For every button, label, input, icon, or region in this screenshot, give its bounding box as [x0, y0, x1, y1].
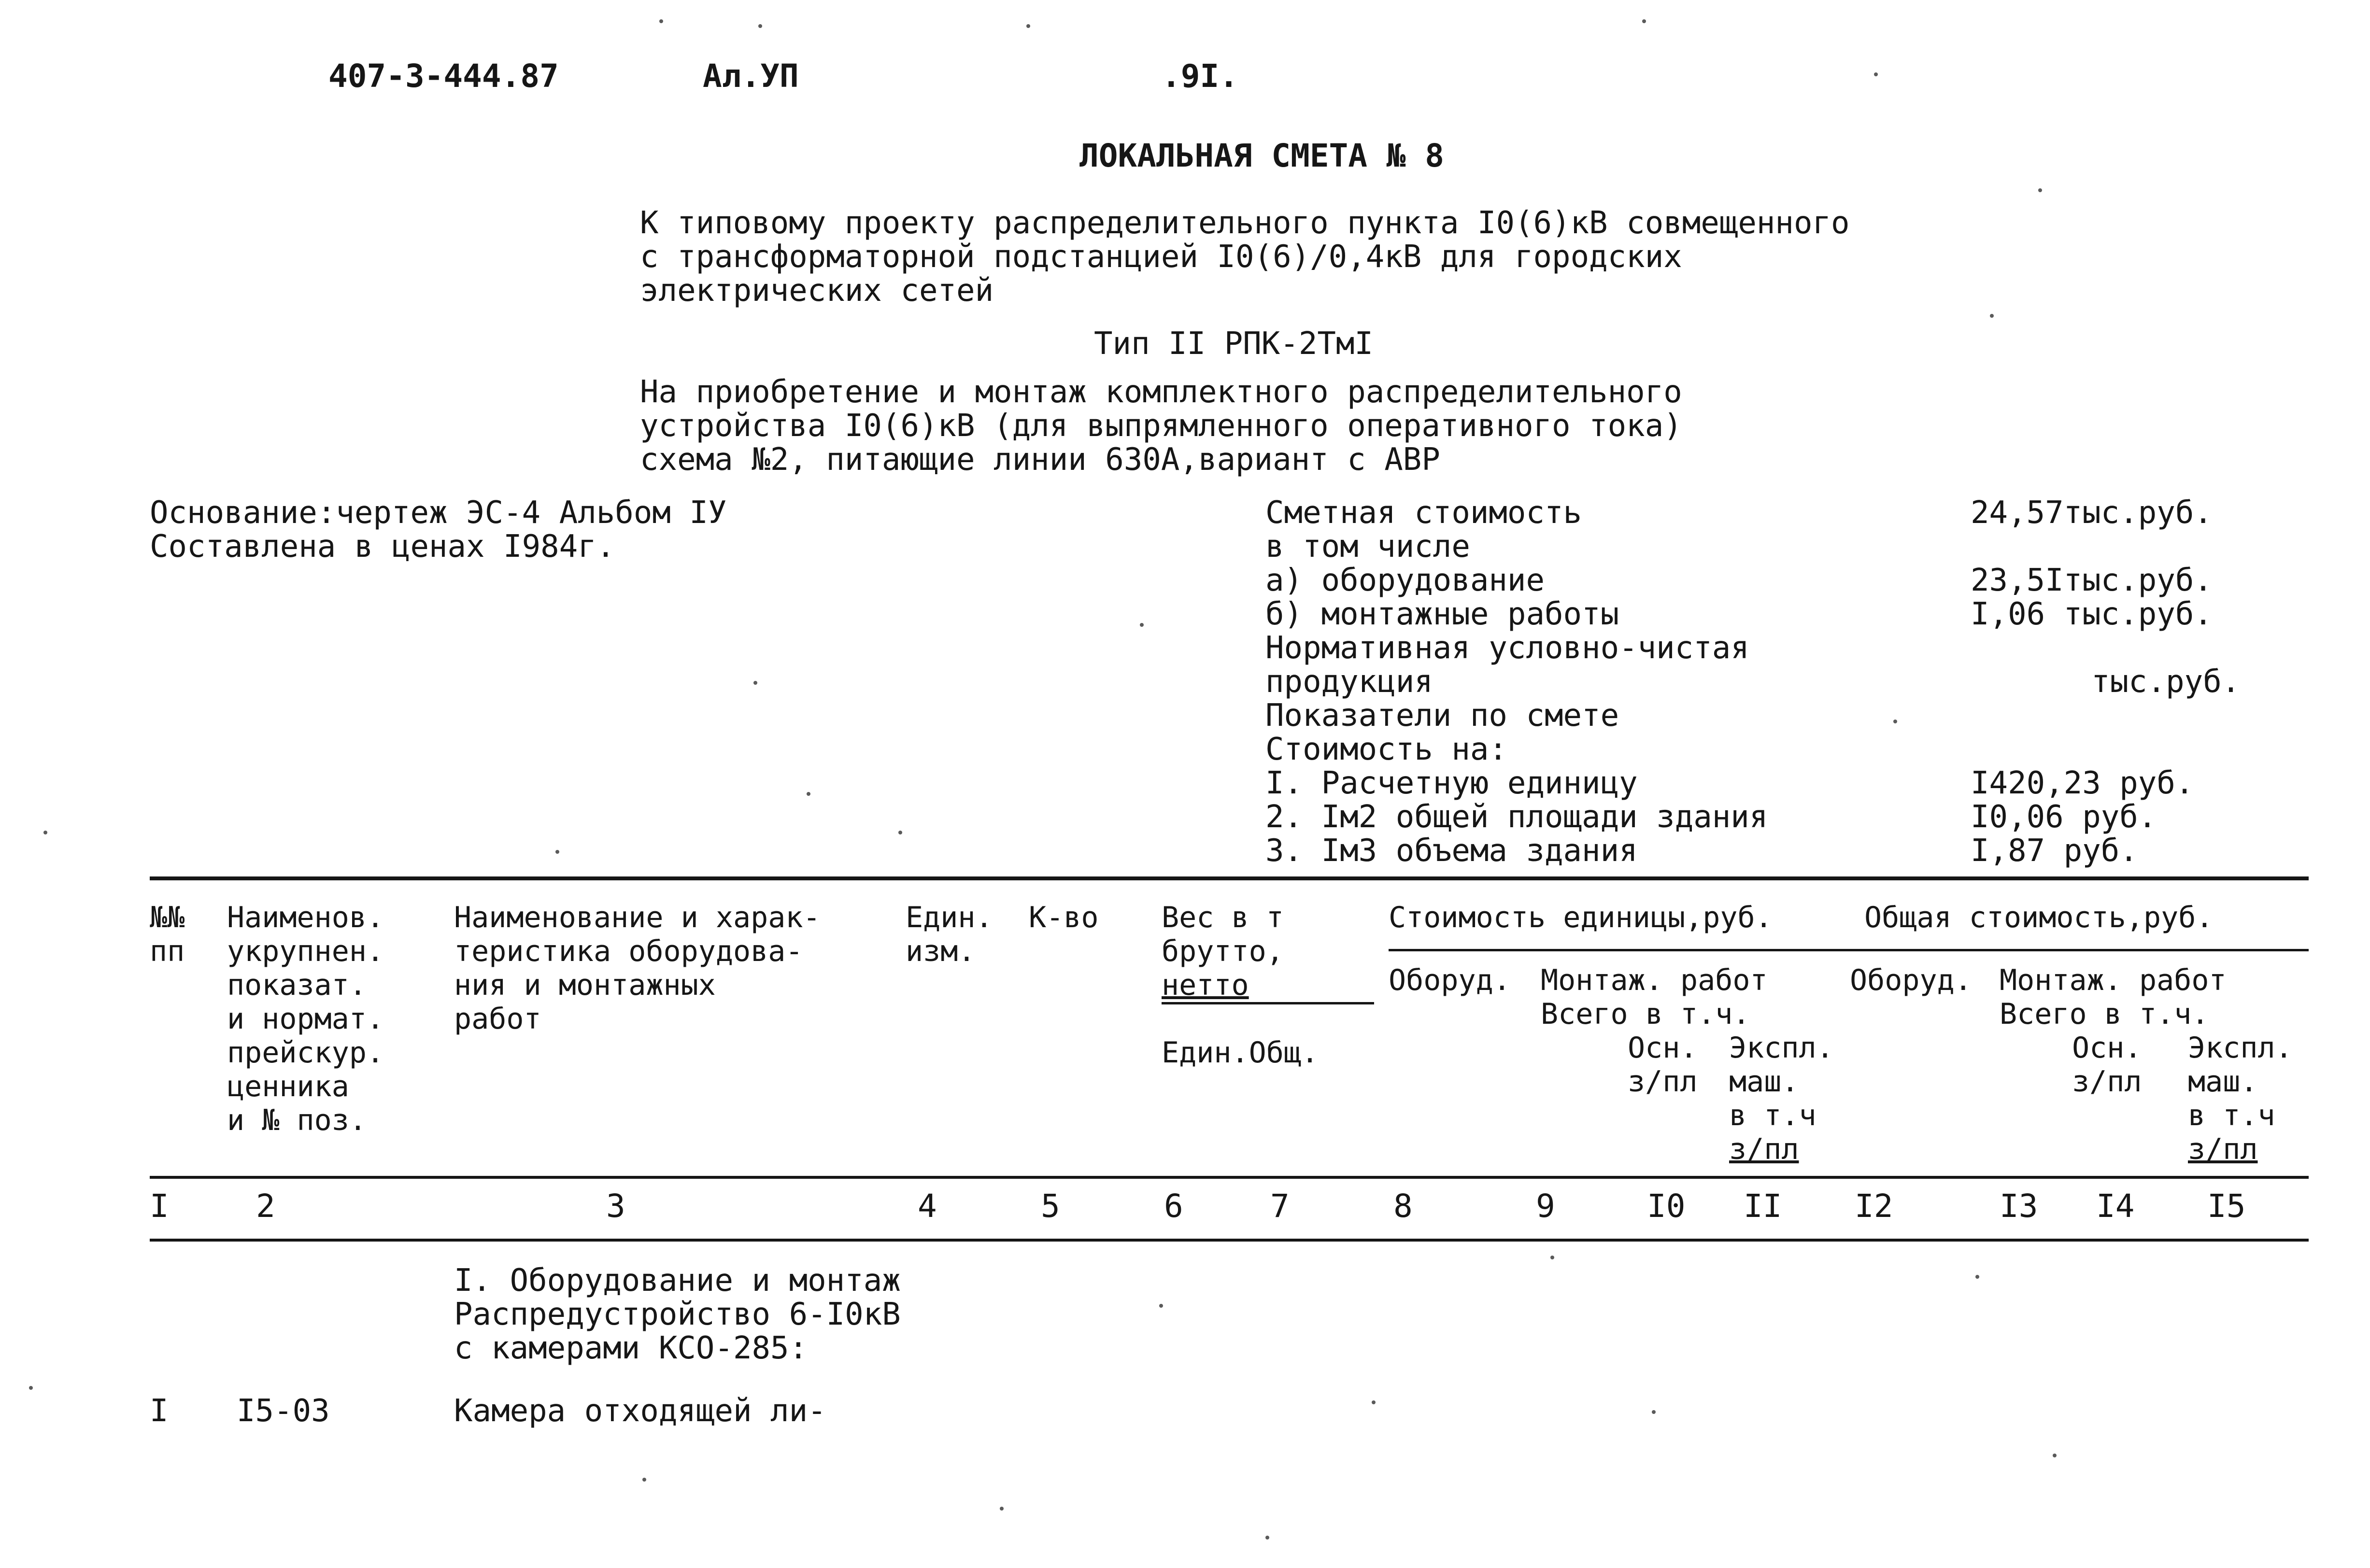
- scan-speck: [1652, 1410, 1656, 1414]
- column-number: I4: [2096, 1187, 2135, 1225]
- unit-machine-header: в т.ч: [1729, 1099, 1817, 1132]
- basis-prices: Составлена в ценах I984г.: [150, 529, 615, 565]
- scan-speck: [807, 792, 810, 796]
- col3-header: Наименование и харак-: [454, 901, 821, 934]
- summary-label: Сметная стоимость: [1265, 495, 1582, 531]
- col3-header: теристика оборудова-: [454, 934, 803, 968]
- section-heading: с камерами КСО-285:: [454, 1330, 808, 1366]
- col1-header: №№: [150, 901, 185, 934]
- purpose-line: На приобретение и монтаж комплектного распределительного: [640, 374, 1682, 410]
- summary-label: 3. Iм3 объема здания: [1265, 833, 1638, 869]
- scan-speck: [1893, 720, 1897, 723]
- unit-base-wage-header: з/пл: [1628, 1065, 1698, 1099]
- weight-rule: [1162, 1002, 1374, 1004]
- summary-label: 2. Iм2 общей площади здания: [1265, 799, 1768, 835]
- scan-speck: [555, 850, 559, 854]
- summary-value: тыс.руб.: [2091, 664, 2241, 700]
- summary-value: I,06 тыс.руб.: [1971, 596, 2213, 632]
- column-numbers-rule: [150, 1239, 2309, 1242]
- unit-base-wage-header: Осн.: [1628, 1031, 1698, 1065]
- purpose-line: схема №2, питающие линии 630А,вариант с АВР: [640, 442, 1440, 478]
- col2-header: укрупнен.: [227, 934, 384, 968]
- scan-speck: [753, 681, 757, 685]
- unit-equipment-header: Оборуд.: [1389, 963, 1511, 997]
- col4-header: Един.: [906, 901, 993, 934]
- scan-speck: [2038, 188, 2042, 192]
- total-installation-total-header: Всего в т.ч.: [2000, 997, 2209, 1031]
- weight-header: нетто: [1162, 968, 1249, 1002]
- column-number: I5: [2207, 1187, 2246, 1225]
- col2-header: показат.: [227, 968, 367, 1002]
- total-machine-header: з/пл: [2188, 1132, 2258, 1166]
- column-number: I: [150, 1187, 169, 1225]
- summary-label: Нормативная условно-чистая: [1265, 630, 1749, 666]
- summary-value: I,87 руб.: [1971, 833, 2138, 869]
- header-bottom-rule: [150, 1176, 2309, 1179]
- scan-speck: [758, 24, 762, 28]
- col2-header: и нормат.: [227, 1002, 384, 1036]
- unit-machine-header: маш.: [1729, 1065, 1799, 1099]
- section-heading: I. Оборудование и монтаж: [454, 1263, 901, 1299]
- summary-label: Показатели по смете: [1265, 698, 1619, 734]
- summary-value: I420,23 руб.: [1971, 765, 2194, 801]
- document-code: 407-3-444.87: [328, 57, 559, 95]
- col2-header: Наименов.: [227, 901, 384, 934]
- scan-speck: [1990, 314, 1994, 318]
- scan-speck: [1000, 1507, 1004, 1511]
- total-machine-header: в т.ч: [2188, 1099, 2275, 1132]
- summary-label: I. Расчетную единицу: [1265, 765, 1638, 801]
- column-number: 8: [1393, 1187, 1413, 1225]
- col4-header: изм.: [906, 934, 976, 968]
- col2-header: прейскур.: [227, 1036, 384, 1070]
- column-number: 3: [606, 1187, 625, 1225]
- column-number: 2: [256, 1187, 275, 1225]
- page-number: .9I.: [1162, 57, 1238, 95]
- weight-header: Вес в т: [1162, 901, 1284, 934]
- document-title: ЛОКАЛЬНАЯ СМЕТА № 8: [1079, 137, 1444, 174]
- summary-label: б) монтажные работы: [1265, 596, 1619, 632]
- scan-speck: [1642, 19, 1646, 23]
- basis-drawing: Основание:чертеж ЭС-4 Альбом IУ: [150, 495, 727, 531]
- summary-value: 24,57тыс.руб.: [1971, 495, 2213, 531]
- summary-value: I0,06 руб.: [1971, 799, 2157, 835]
- col3-header: работ: [454, 1002, 541, 1036]
- summary-label: Стоимость на:: [1265, 732, 1507, 767]
- row-name: Камера отходящей ли-: [454, 1393, 826, 1429]
- row-code: I5-03: [237, 1393, 330, 1429]
- col2-header: и № поз.: [227, 1103, 367, 1137]
- column-number: 7: [1270, 1187, 1290, 1225]
- total-machine-header: Экспл.: [2188, 1031, 2293, 1065]
- table-top-rule: [150, 876, 2309, 880]
- scan-speck: [659, 19, 663, 23]
- scan-speck: [898, 831, 902, 834]
- total-equipment-header: Оборуд.: [1850, 963, 1972, 997]
- column-number: I0: [1647, 1187, 1686, 1225]
- weight-subheader: Един.Общ.: [1162, 1036, 1319, 1070]
- col1-header: пп: [150, 934, 185, 968]
- total-installation-header: Монтаж. работ: [2000, 963, 2227, 997]
- album-number: Ал.УП: [703, 57, 799, 95]
- summary-label: в том числе: [1265, 529, 1470, 565]
- unit-installation-header: Монтаж. работ: [1541, 963, 1768, 997]
- scan-speck: [1874, 72, 1878, 76]
- column-number: I2: [1855, 1187, 1893, 1225]
- scan-speck: [1372, 1400, 1376, 1404]
- scan-speck: [1975, 1275, 1979, 1279]
- unit-machine-header: з/пл: [1729, 1132, 1799, 1166]
- subtitle-line: электрических сетей: [640, 273, 994, 309]
- purpose-line: устройства I0(6)кВ (для выпрямленного оперативного тока): [640, 408, 1682, 444]
- column-number: II: [1744, 1187, 1782, 1225]
- column-number: 5: [1041, 1187, 1060, 1225]
- summary-value: 23,5Iтыс.руб.: [1971, 563, 2213, 598]
- scan-speck: [1159, 1304, 1163, 1308]
- column-number: 4: [918, 1187, 937, 1225]
- total-machine-header: маш.: [2188, 1065, 2258, 1099]
- weight-header: брутто,: [1162, 934, 1284, 968]
- unit-installation-total-header: Всего в т.ч.: [1541, 997, 1750, 1031]
- scan-speck: [1265, 1536, 1269, 1540]
- subtitle-line: с трансформаторной подстанцией I0(6)/0,4кВ для городских: [640, 239, 1682, 275]
- unit-cost-header: Стоимость единицы,руб.: [1389, 901, 1773, 934]
- total-cost-header: Общая стоимость,руб.: [1864, 901, 2214, 934]
- column-number: I3: [2000, 1187, 2038, 1225]
- col2-header: ценника: [227, 1070, 349, 1103]
- total-base-wage-header: з/пл: [2072, 1065, 2142, 1099]
- unit-machine-header: Экспл.: [1729, 1031, 1834, 1065]
- scan-speck: [2053, 1454, 2057, 1457]
- col5-header: К-во: [1029, 901, 1099, 934]
- col3-header: ния и монтажных: [454, 968, 716, 1002]
- scan-speck: [1026, 24, 1030, 28]
- row-number: I: [150, 1393, 169, 1429]
- scan-speck: [43, 831, 47, 834]
- scan-speck: [1140, 623, 1144, 627]
- total-base-wage-header: Осн.: [2072, 1031, 2142, 1065]
- scan-speck: [1550, 1256, 1554, 1259]
- scan-speck: [29, 1386, 33, 1390]
- subtitle-line: К типовому проекту распределительного пункта I0(6)кВ совмещенного: [640, 205, 1850, 241]
- scan-speck: [642, 1478, 646, 1482]
- column-number: 6: [1164, 1187, 1183, 1225]
- summary-label: продукция: [1265, 664, 1433, 700]
- column-number: 9: [1536, 1187, 1555, 1225]
- cost-rule: [1389, 949, 2309, 951]
- summary-label: а) оборудование: [1265, 563, 1545, 598]
- section-heading: Распредустройство 6-I0кВ: [454, 1297, 901, 1332]
- type-line: Тип II РПК-2ТмI: [1094, 326, 1373, 362]
